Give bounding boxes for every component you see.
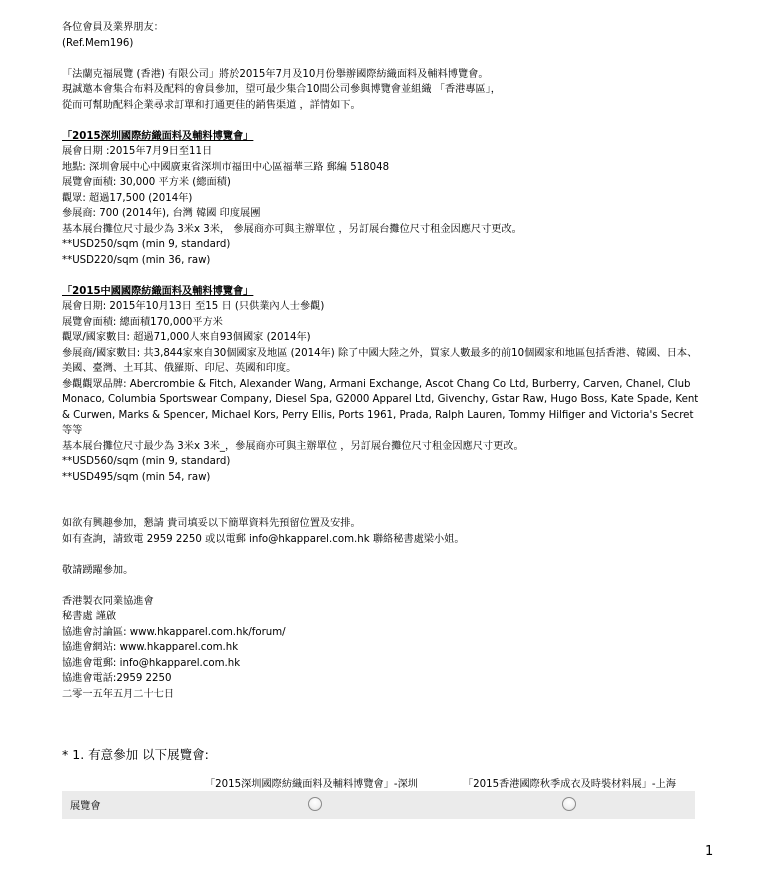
signature-sender: 秘書處 謹啟 bbox=[62, 611, 117, 622]
radio-shanghai-fair[interactable] bbox=[562, 797, 576, 811]
invitation: 敬請踴躍參加。 bbox=[62, 564, 134, 576]
intro-line: 現誠邀本會集合布料及配料的會員參加，望可最少集合10間公司參與博覽會並組織 「香港專區」， bbox=[62, 84, 501, 95]
fair1-visitors: 觀眾: 超過17,500 (2014年) bbox=[62, 192, 193, 204]
fair2-brands: 參觀觀眾品牌: Abercrombie & Fitch, Alexander Wang, Armani Exchange, Ascot Chang Co Ltd, Burberry, Carven, Chanel, Club Monaco, Columbia Sportswear Company, Diesel Spa, G2000 Apparel Ltd, Givenchy, Gstar Raw, Hugo Boss, Kate Spade, Kent & Curwen, Marks & Spencer, Michael Kors, Perry Ellis, Ports 1961, Prada, Ralph Lauren, Tommy Hilfiger and Victoria's Secret 等等 bbox=[62, 378, 699, 436]
fair1-area: 展覽會面積: 30,000 平方米 (總面積) bbox=[62, 177, 231, 188]
fair1-exhibitors: 參展商: 700 (2014年), 台灣 韓國 印度展團 bbox=[62, 208, 261, 219]
intro-line: 從而可幫助配料企業尋求訂單和打通更佳的銷售渠道 ，詳情如下。 bbox=[62, 99, 361, 111]
column-header-shenzhen: 「2015深圳國際紡織面料及輔料博覽會」-深圳 bbox=[205, 779, 418, 790]
required-marker: * bbox=[62, 747, 69, 762]
question-text: 1. 有意參加 以下展覽會: bbox=[72, 747, 209, 762]
fair2-title: 「2015中國國際紡織面料及輔料博覽會」 bbox=[62, 285, 254, 297]
letter-body bbox=[62, 20, 702, 702]
fair1-date: 展會日期 :2015年7月9日至11日 bbox=[62, 146, 213, 157]
greeting: 各位會員及業界朋友： bbox=[62, 22, 164, 33]
fair1-price-standard: **USD250/sqm (min 9, standard) bbox=[62, 239, 231, 250]
fair1-venue: 地點: 深圳會展中心中國廣東省深圳市福田中心區福華三路 郵編 518048 bbox=[62, 161, 390, 173]
fair2-price-standard: **USD560/sqm (min 9, standard) bbox=[62, 456, 231, 467]
signature-org: 香港製衣同業協進會 bbox=[62, 595, 154, 607]
fair1-booth-size: 基本展台攤位尺寸最少為 3米x 3米， 參展商亦可與主辦單位 ，另訂展台攤位尺寸租金因應尺寸更改。 bbox=[62, 223, 522, 235]
radio-shenzhen-fair[interactable] bbox=[308, 797, 322, 811]
fair2-visitors: 觀眾/國家數目: 超過71,000人來自93個國家 (2014年) bbox=[62, 332, 311, 343]
row-label: 展覽會 bbox=[70, 801, 101, 812]
signature-phone: 協進會電話:2959 2250 bbox=[62, 673, 172, 684]
reference-number: (Ref.Mem196) bbox=[62, 37, 134, 49]
closing-line: 如有查詢，請致電 2959 2250 或以電郵 info@hkapparel.com.hk 聯絡秘書處梁小姐。 bbox=[62, 533, 465, 545]
closing-line: 如欲有興趣參加，懇請 貴司填妥以下簡單資料先預留位置及安排。 bbox=[62, 518, 361, 529]
fair2-date: 展會日期: 2015年10月13日 至15 日 (只供業內人士參觀) bbox=[62, 301, 325, 312]
signature-email: 協進會電郵: info@hkapparel.com.hk bbox=[62, 657, 241, 669]
signature-website: 協進會網站: www.hkapparel.com.hk bbox=[62, 642, 239, 653]
signature-forum: 協進會討論區: www.hkapparel.com.hk/forum/ bbox=[62, 626, 286, 638]
survey-row bbox=[62, 791, 695, 819]
survey-question bbox=[62, 745, 209, 763]
fair1-title: 「2015深圳國際紡織面料及輔料博覽會」 bbox=[62, 130, 254, 142]
fair2-exhibitors: 參展商/國家數目: 共3,844家來自30個國家及地區 (2014年) 除了中國大陸之外，買家人數最多的前10個國家和地區包括香港、韓國、日本、美國、臺灣、土耳其、俄羅斯、印尼、英國和印度。 bbox=[62, 347, 698, 374]
page-number: 1 bbox=[705, 844, 714, 859]
column-header-shanghai: 「2015香港國際秋季成衣及時裝材料展」-上海 bbox=[463, 779, 676, 790]
signature-date: 二零一五年五月二十七日 bbox=[62, 688, 175, 700]
fair2-price-raw: **USD495/sqm (min 54, raw) bbox=[62, 471, 211, 483]
intro-line: 「法蘭克福展覽 (香港) 有限公司」將於2015年7月及10月份舉辦國際紡織面料及輔料博覽會。 bbox=[62, 68, 489, 80]
fair2-area: 展覽會面積: 總面積170,000平方米 bbox=[62, 316, 223, 328]
fair1-price-raw: **USD220/sqm (min 36, raw) bbox=[62, 254, 211, 266]
fair2-booth-size: 基本展台攤位尺寸最少為 3米x 3米_，參展商亦可與主辦單位 ，另訂展台攤位尺寸租金因應尺寸更改。 bbox=[62, 440, 524, 452]
